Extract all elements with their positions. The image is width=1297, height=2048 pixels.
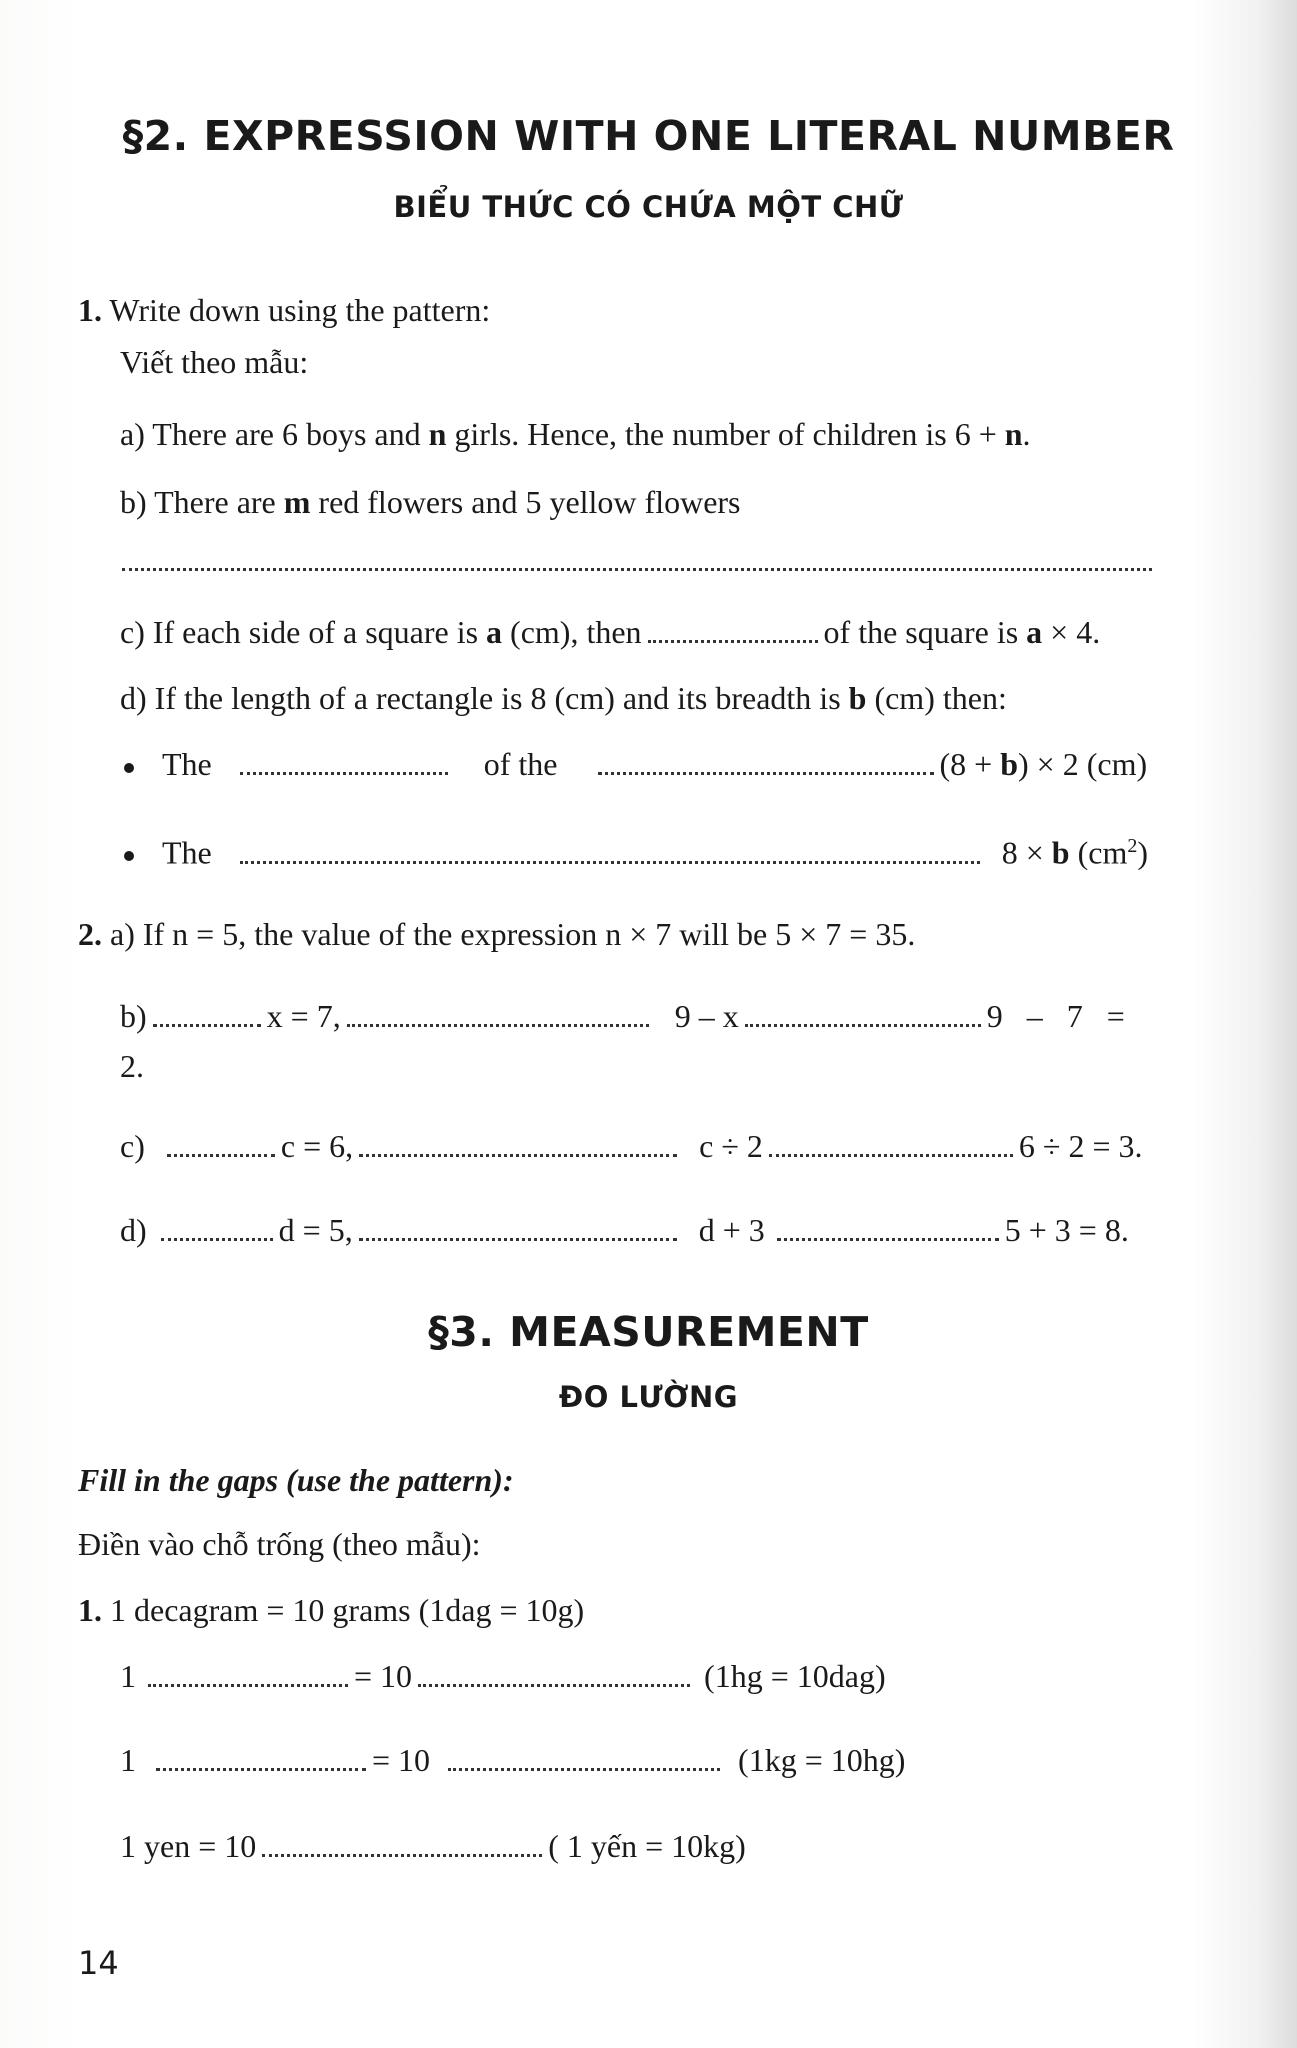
q1a: a) There are 6 boys and n girls. Hence, the number of children is 6 + n. [120,416,1031,452]
answer-blank[interactable] [448,1768,720,1771]
bullet-icon [124,763,134,773]
answer-blank[interactable] [745,1024,981,1027]
s3-q1-number: 1. [78,1592,102,1628]
s3-q1-line2: 1 = 10 (1hg = 10dag) [120,1658,886,1694]
q2b: b) x = 7, 9 – x 9 – 7 = [120,998,1125,1034]
bullet-icon [124,851,134,861]
answer-blank[interactable] [153,1024,261,1027]
q2a: 2. a) If n = 5, the value of the expression n × 7 will be 5 × 7 = 35. [78,916,916,952]
q2d: d) d = 5, d + 3 5 + 3 = 8. [120,1212,1129,1248]
answer-blank[interactable] [161,1238,273,1241]
section2-title: §2. EXPRESSION WITH ONE LITERAL NUMBER [122,112,1175,160]
q2b-result: 2. [120,1048,144,1084]
q2-number: 2. [78,916,102,952]
q1c: c) If each side of a square is a (cm), then of the square is a × 4. [120,614,1101,650]
answer-blank[interactable] [122,568,1152,571]
s3-q1-line3: 1 = 10 (1kg = 10hg) [120,1742,906,1778]
q1d: d) If the length of a rectangle is 8 (cm) and its breadth is b (cm) then: [120,680,1007,716]
answer-blank[interactable] [240,772,448,775]
s3-q1-line1: 1. 1 decagram = 10 grams (1dag = 10g) [78,1592,585,1628]
answer-blank[interactable] [156,1768,366,1771]
section3-title: §3. MEASUREMENT [428,1308,869,1356]
section3-instruction: Fill in the gaps (use the pattern): [78,1462,514,1498]
q1d-bullet1: The of the (8 + b) × 2 (cm) [124,744,1147,784]
answer-blank[interactable] [240,861,980,864]
answer-blank[interactable] [148,1684,348,1687]
answer-blank[interactable] [262,1854,542,1857]
answer-blank[interactable] [347,1024,649,1027]
answer-blank[interactable] [777,1238,999,1241]
answer-blank[interactable] [359,1154,677,1157]
answer-blank[interactable] [648,640,818,643]
q1-prompt-vi: Viết theo mẫu: [120,344,309,380]
q1-prompt-line [78,290,490,330]
q1b: b) There are m red flowers and 5 yellow flowers [120,484,741,520]
q2c: c) c = 6, c ÷ 2 6 ÷ 2 = 3. [120,1128,1143,1164]
section3-subtitle: ĐO LƯỜNG [558,1380,739,1414]
s3-q1-line4: 1 yen = 10 ( 1 yến = 10kg) [120,1828,746,1864]
q1d-bullet2: The 8 × b $(cm^2)$ [124,826,1148,873]
q1-number: 1. [78,292,102,328]
answer-blank[interactable] [359,1238,677,1241]
page-number: 14 [78,1944,119,1982]
answer-blank[interactable] [167,1154,275,1157]
section3-instruction-vi: Điền vào chỗ trống (theo mẫu): [78,1526,481,1562]
q1-prompt: Write down using the pattern: [109,292,491,328]
answer-blank[interactable] [598,772,934,775]
section2-subtitle: BIỂU THỨC CÓ CHỨA MỘT CHỮ [393,190,904,224]
answer-blank[interactable] [769,1154,1013,1157]
answer-blank[interactable] [418,1684,690,1687]
